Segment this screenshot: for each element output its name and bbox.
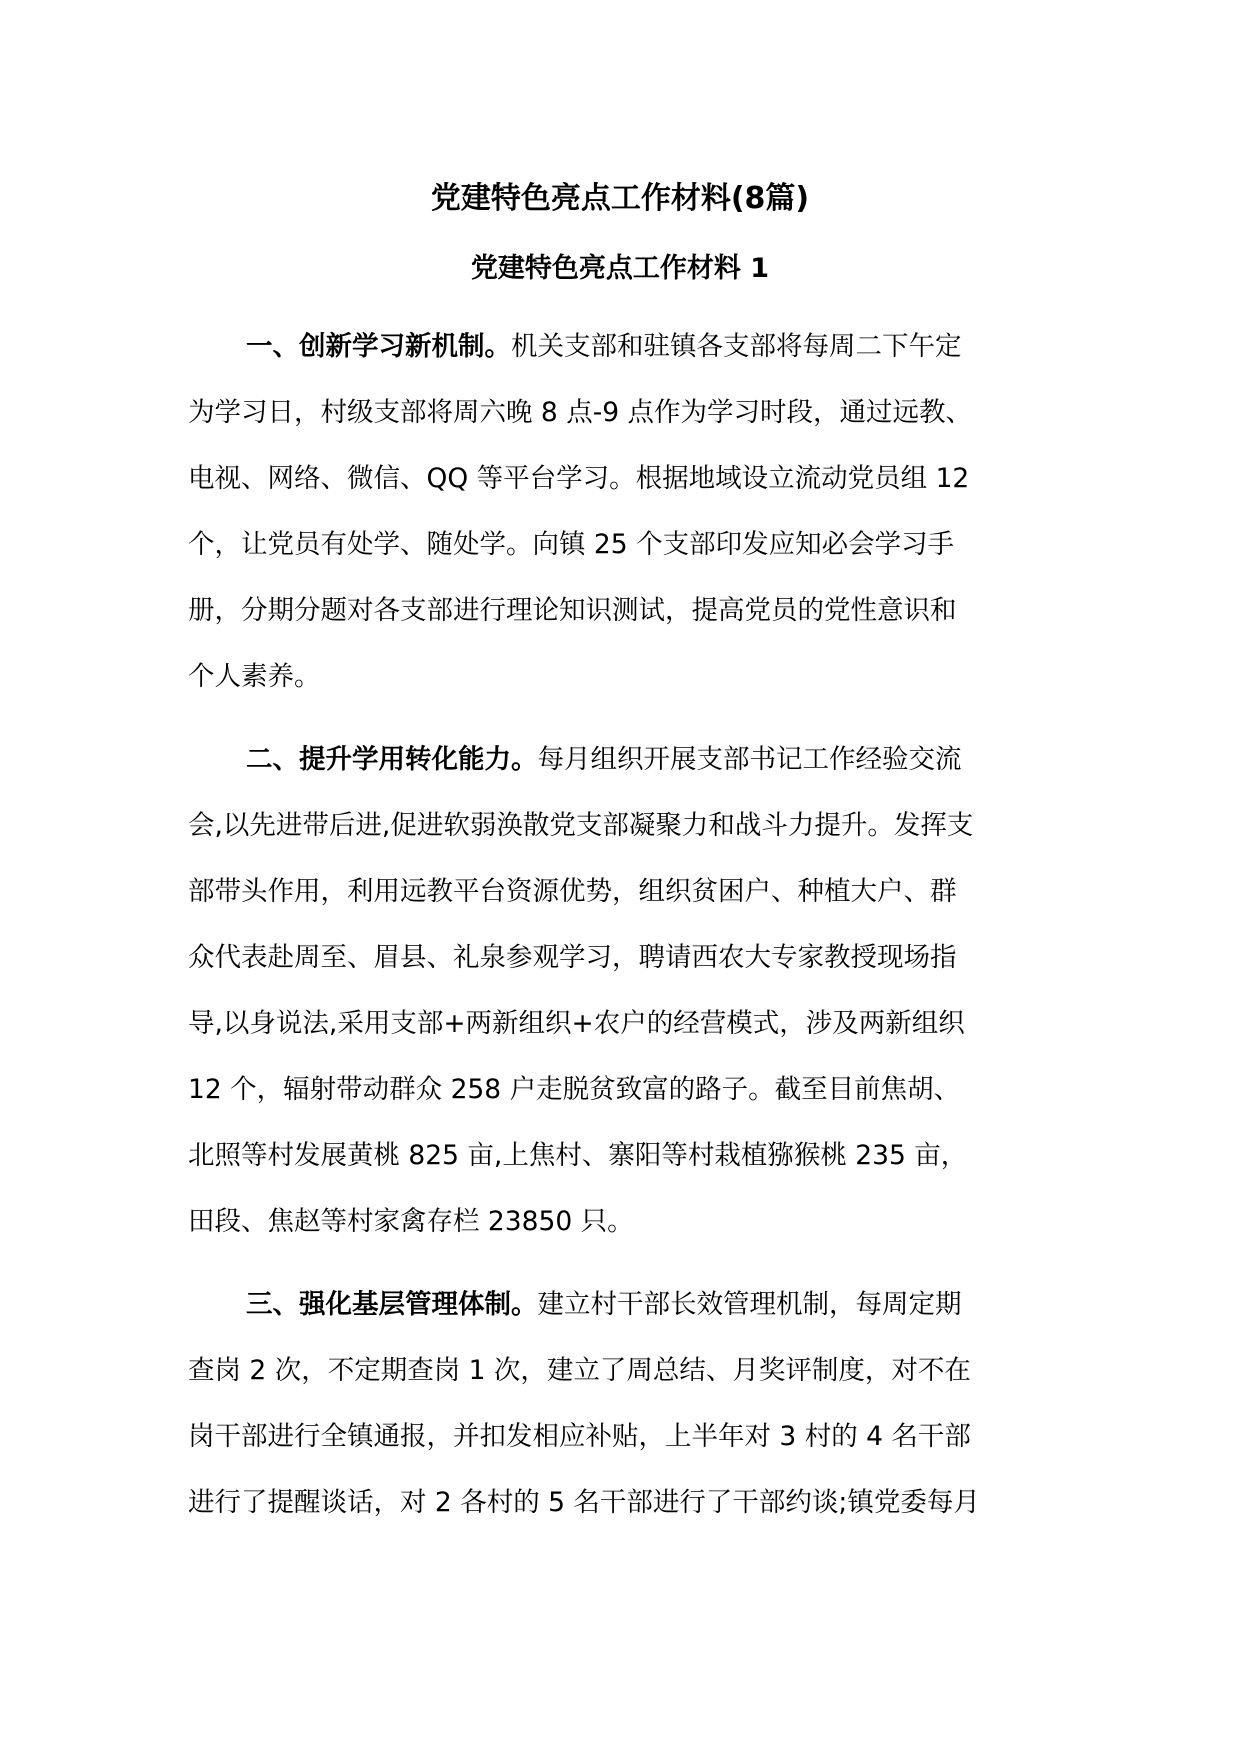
document-subtitle: 党建特色亮点工作材料 1 xyxy=(470,253,770,284)
paragraph-line: 个人素养。 xyxy=(188,661,321,692)
paragraph-line: 个，让党员有处学、随处学。向镇 25 个支部印发应知必会学习手 xyxy=(188,529,955,560)
paragraph-text: 建立村干部长效管理机制，每周定期 xyxy=(537,1289,962,1320)
paragraph-first-line xyxy=(188,727,1058,793)
section-heading: 三、强化基层管理体制。 xyxy=(246,1289,538,1320)
paragraph-2 xyxy=(188,727,1058,1255)
paragraph-line: 12 个，辐射带动群众 258 户走脱贫致富的路子。截至目前焦胡、 xyxy=(188,1074,961,1105)
paragraph-line: 导,以身说法,采用支部+两新组织+农户的经营模式，涉及两新组织 xyxy=(188,1008,965,1039)
paragraph-line: 册，分期分题对各支部进行理论知识测试，提高党员的党性意识和 xyxy=(188,595,957,626)
section-heading: 一、创新学习新机制。 xyxy=(246,331,511,362)
paragraph-line: 岗干部进行全镇通报，并扣发相应补贴，上半年对 3 村的 4 名干部 xyxy=(188,1421,971,1452)
section-heading: 二、提升学用转化能力。 xyxy=(246,744,538,775)
paragraph-line: 电视、网络、微信、QQ 等平台学习。根据地域设立流动党员组 12 xyxy=(188,463,970,494)
paragraph-first-line xyxy=(188,314,1058,380)
paragraph-line: 为学习日，村级支部将周六晚 8 点-9 点作为学习时段，通过远教、 xyxy=(188,397,973,428)
paragraph-3 xyxy=(188,1272,1058,1536)
paragraph-line: 查岗 2 次，不定期查岗 1 次，建立了周总结、月奖评制度，对不在 xyxy=(188,1355,971,1386)
paragraph-line: 部带头作用，利用远教平台资源优势，组织贫困户、种植大户、群 xyxy=(188,876,957,907)
paragraph-first-line xyxy=(188,1272,1058,1338)
paragraph-line: 众代表赴周至、眉县、礼泉参观学习，聘请西农大专家教授现场指 xyxy=(188,942,957,973)
paragraph-1 xyxy=(188,314,1058,710)
paragraph-line: 田段、焦赵等村家禽存栏 23850 只。 xyxy=(188,1206,634,1237)
paragraph-line: 会,以先进带后进,促进软弱涣散党支部凝聚力和战斗力提升。发挥支 xyxy=(188,810,974,841)
paragraph-text: 机关支部和驻镇各支部将每周二下午定 xyxy=(511,331,962,362)
paragraph-text: 每月组织开展支部书记工作经验交流 xyxy=(537,744,962,775)
paragraph-line: 北照等村发展黄桃 825 亩,上焦村、寨阳等村栽植猕猴桃 235 亩， xyxy=(188,1140,968,1171)
document-body xyxy=(188,314,1058,1553)
paragraph-line: 进行了提醒谈话，对 2 各村的 5 名干部进行了干部约谈;镇党委每月 xyxy=(188,1487,980,1518)
document-title: 党建特色亮点工作材料(8篇) xyxy=(430,181,810,216)
